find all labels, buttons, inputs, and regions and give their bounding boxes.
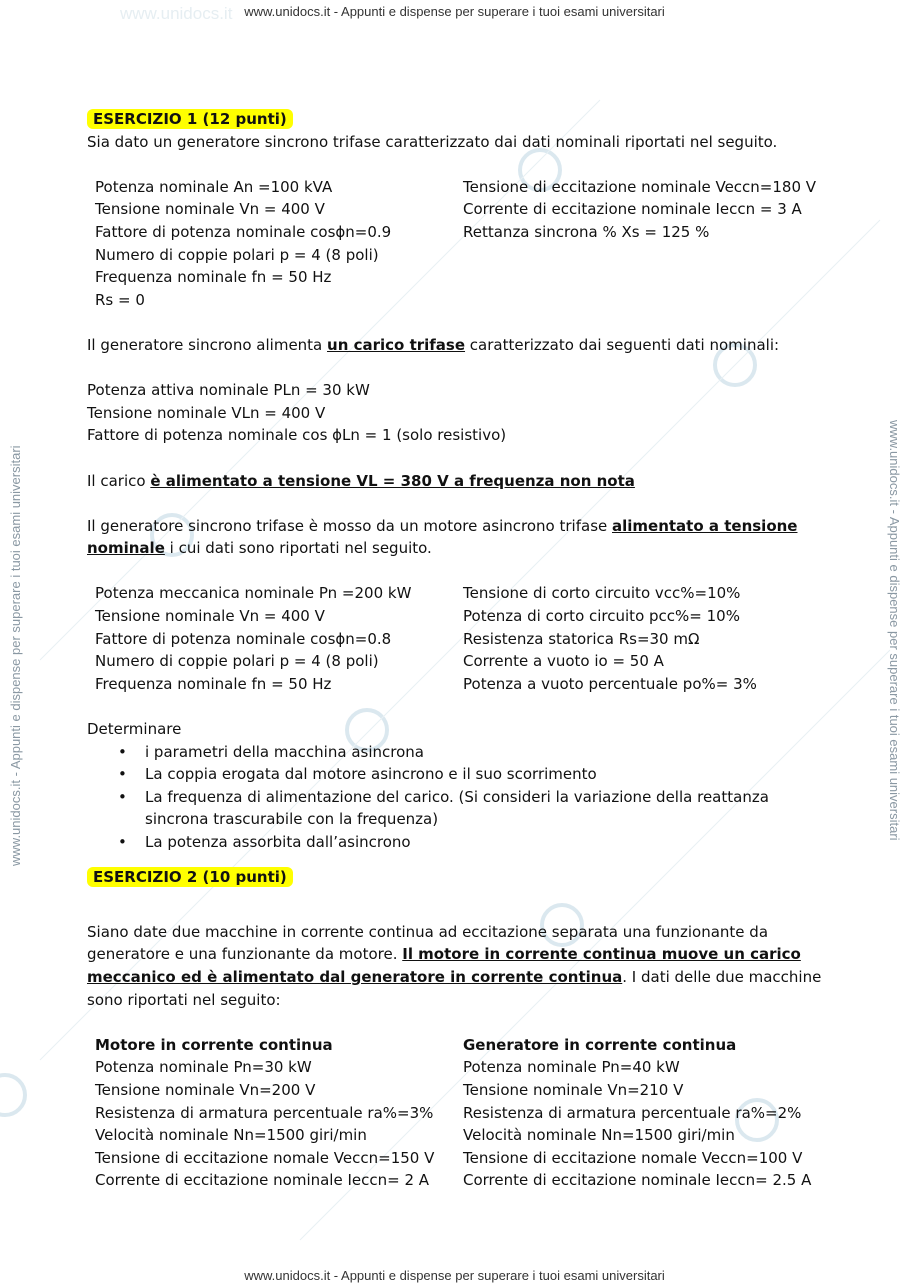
generator-data [87,176,827,312]
dc-generator-data-line: Corrente di eccitazione nominale Ieccn= 2.5 A [463,1171,812,1190]
dc-generator-data-line: Resistenza di armatura percentuale ra%=2% [463,1103,802,1122]
motor-data-line: Frequenza nominale fn = 50 Hz [95,674,332,693]
motor-data-line: Potenza a vuoto percentuale po%= 3% [463,674,757,693]
generator-data-line: Fattore di potenza nominale cosϕn=0.9 [95,222,392,241]
generator-data-line: Corrente di eccitazione nominale Ieccn = 3 A [463,200,802,219]
dc-motor-data-line: Corrente di eccitazione nominale Ieccn= 2 A [95,1171,430,1190]
load-data-line: Potenza attiva nominale PLn = 30 kW [87,381,370,400]
determine-label: Determinare [87,720,182,739]
dc-generator-data-line: Potenza nominale Pn=40 kW [463,1058,680,1077]
right-side-watermark: www.unidocs.it - Appunti e dispense per superare i tuoi esami universitari [887,420,902,841]
generator-data-line: Rettanza sincrona % Xs = 125 % [463,222,710,241]
ghost-watermark-top: www.unidocs.it [120,4,233,23]
load-data-line: Tensione nominale VLn = 400 V [87,403,326,422]
generator-data-line: Rs = 0 [95,290,145,309]
dc-motor-data-line: Potenza nominale Pn=30 kW [95,1058,312,1077]
generator-data-line: Numero di coppie polari p = 4 (8 poli) [95,245,379,264]
dc-generator-data-line: Tensione di eccitazione nomale Veccn=100 V [463,1148,803,1167]
generator-data-line: Tensione di eccitazione nominale Veccn=180 V [463,177,817,196]
dc-motor-data-line: Resistenza di armatura percentuale ra%=3% [95,1103,434,1122]
exercise-2-intro: Siano date due macchine in corrente continua ad eccitazione separata una funzionante da generatore e una funzionante da motore. Il motore in corrente continua muove un carico meccanico ed è alimentato dal generatore in corrente continua. I dati delle due macchine sono riportati nel seguito: [87,922,822,1009]
load-intro: Il generatore sincrono alimenta un carico trifase caratterizzato dai seguenti dati nominali: [87,335,780,354]
dc-motor-data-line: Tensione di eccitazione nomale Veccn=150 V [95,1148,435,1167]
dc-machines-data [87,1034,827,1192]
task-item: • La coppia erogata dal motore asincrono e il suo scorrimento [145,763,827,786]
motor-data-line: Potenza di corto circuito pcc%= 10% [463,607,740,626]
motor-data-line: Tensione nominale Vn = 400 V [95,607,325,626]
header-watermark: www.unidocs.it - Appunti e dispense per superare i tuoi esami universitari [244,4,665,19]
generator-data-line: Frequenza nominale fn = 50 Hz [95,268,332,287]
dc-generator-data-line: Tensione nominale Vn=210 V [463,1080,684,1099]
task-item: • La potenza assorbita dall’asincrono [145,831,827,854]
footer-watermark: www.unidocs.it - Appunti e dispense per superare i tuoi esami universitari [244,1268,665,1283]
document-body [87,108,827,1192]
logo-icon [0,1075,25,1115]
exercise-1-title: ESERCIZIO 1 (12 punti) [87,109,293,129]
motor-data-line: Numero di coppie polari p = 4 (8 poli) [95,652,379,671]
left-side-watermark: www.unidocs.it - Appunti e dispense per superare i tuoi esami universitari [8,445,23,866]
dc-generator-title: Generatore in corrente continua [463,1035,737,1054]
motor-data-line: Resistenza statorica Rs=30 mΩ [463,629,700,648]
motor-intro: Il generatore sincrono trifase è mosso da un motore asincrono trifase alimentato a tensione nominale i cui dati sono riportati nel seguito. [87,516,798,558]
dc-motor-title: Motore in corrente continua [95,1035,333,1054]
generator-data-line: Potenza nominale An =100 kVA [95,177,333,196]
motor-data-line: Tensione di corto circuito vcc%=10% [463,584,741,603]
generator-data-line: Tensione nominale Vn = 400 V [95,200,325,219]
task-item: • i parametri della macchina asincrona [145,741,827,764]
dc-motor-data-line: Tensione nominale Vn=200 V [95,1080,316,1099]
motor-data-line: Fattore di potenza nominale cosϕn=0.8 [95,629,392,648]
dc-motor-data-line: Velocità nominale Nn=1500 giri/min [95,1126,367,1145]
motor-data-line: Potenza meccanica nominale Pn =200 kW [95,584,412,603]
exercise-1-intro: Sia dato un generatore sincrono trifase caratterizzato dai dati nominali riportati nel seguito. [87,132,778,151]
task-list [87,741,827,854]
exercise-2-title: ESERCIZIO 2 (10 punti) [87,867,293,887]
motor-data-line: Corrente a vuoto io = 50 A [463,652,664,671]
task-item: • La frequenza di alimentazione del carico. (Si consideri la variazione della reattanza sincrona trascurabile con la frequenza) [145,786,827,831]
load-data-line: Fattore di potenza nominale cos ϕLn = 1 (solo resistivo) [87,426,507,445]
dc-generator-data-line: Velocità nominale Nn=1500 giri/min [463,1126,735,1145]
load-supply-condition: Il carico è alimentato a tensione VL = 380 V a frequenza non nota [87,471,635,490]
motor-data [87,582,827,695]
